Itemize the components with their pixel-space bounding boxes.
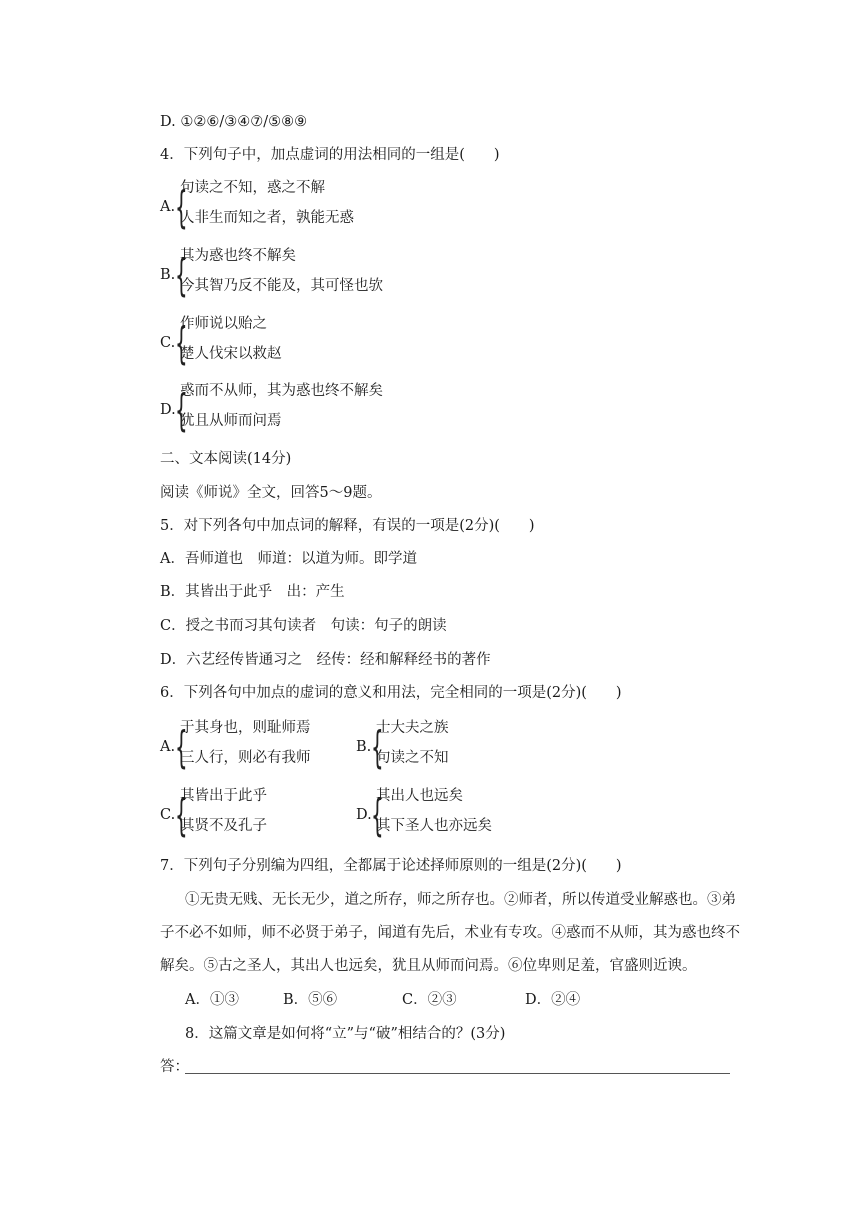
q4-stem: 4．下列句子中，加点虚词的用法相同的一组是( ) (160, 147, 500, 163)
q3-option-d: D. ①②⑥/③④⑦/⑤⑧⑨ (160, 114, 308, 130)
q7-choice-c: C．②③ (402, 992, 457, 1008)
q7-stem: 7．下列句子分别编为四组，全都属于论述择师原则的一组是(2分)( ) (160, 858, 622, 874)
option-line2: 今其智乃反不能及，其可怪也欤 (180, 278, 383, 294)
q6-stem: 6．下列各句中加点的虚词的意义和用法，完全相同的一项是(2分)( ) (160, 685, 622, 701)
q8-stem: 8．这篇文章是如何将“立”与“破”相结合的？(3分) (185, 1026, 506, 1042)
option-label: D. (356, 807, 372, 823)
brace: { (175, 250, 188, 301)
q7-choice-b: B．⑤⑥ (283, 992, 338, 1008)
option-line2: 三人行，则必有我师 (180, 750, 311, 766)
q7-passage-line: ①无贵无贱、无长无少，道之所存，师之所存也。②师者，所以传道受业解惑也。③弟 (185, 892, 736, 908)
option-line2: 楚人伐宋以救赵 (180, 346, 282, 362)
option-line2: 犹且从师而问焉 (180, 413, 282, 429)
brace: { (175, 182, 188, 233)
section-title: 二、文本阅读(14分) (160, 451, 292, 467)
option-label: A. (160, 199, 176, 215)
option-label: C. (160, 807, 176, 823)
brace: { (175, 790, 188, 841)
q5-option-d: D．六艺经传皆通习之 经传：经和解释经书的著作 (160, 652, 491, 668)
option-label: D. (160, 402, 176, 418)
option-line2: 人非生而知之者，孰能无惑 (180, 210, 354, 226)
q7-choice-d: D．②④ (525, 992, 581, 1008)
brace: { (175, 722, 188, 773)
brace: { (175, 318, 188, 369)
option-line2: 句读之不知 (376, 750, 449, 766)
q7-choice-a: A．①③ (185, 992, 239, 1008)
option-line2: 其下圣人也亦远矣 (376, 818, 492, 834)
option-label: B. (356, 739, 372, 755)
option-line1: 其为惑也终不解矣 (180, 248, 296, 264)
brace: { (371, 722, 384, 773)
brace: { (175, 385, 188, 436)
option-line1: 其出人也远矣 (376, 788, 463, 804)
brace: { (371, 790, 384, 841)
option-line2: 其贤不及孔子 (180, 818, 267, 834)
section-instruction: 阅读《师说》全文，回答5～9题。 (160, 485, 382, 501)
option-label: C. (160, 335, 176, 351)
q7-passage-line: 子不必不如师，师不必贤于弟子，闻道有先后，术业有专攻。④惑而不从师，其为惑也终不 (160, 925, 740, 941)
option-line1: 士大夫之族 (376, 720, 449, 736)
q7-passage-line: 解矣。⑤古之圣人，其出人也远矣，犹且从师而问焉。⑥位卑则足羞，官盛则近谀。 (160, 958, 697, 974)
q5-option-c: C．授之书而习其句读者 句读：句子的朗读 (160, 618, 447, 634)
q8-answer-label: 答： (160, 1059, 189, 1075)
option-label: B. (160, 267, 176, 283)
option-line1: 其皆出于此乎 (180, 788, 267, 804)
option-line1: 于其身也，则耻师焉 (180, 720, 311, 736)
option-label: A. (160, 739, 176, 755)
option-line1: 作师说以贻之 (180, 316, 267, 332)
option-line1: 惑而不从师，其为惑也终不解矣 (180, 383, 383, 399)
q5-option-b: B．其皆出于此乎 出：产生 (160, 584, 345, 600)
q5-stem: 5．对下列各句中加点词的解释，有误的一项是(2分)( ) (160, 518, 535, 534)
q5-option-a: A．吾师道也 师道：以道为师。即学道 (160, 551, 417, 567)
answer-blank-line[interactable] (185, 1073, 730, 1074)
option-line1: 句读之不知，惑之不解 (180, 180, 325, 196)
